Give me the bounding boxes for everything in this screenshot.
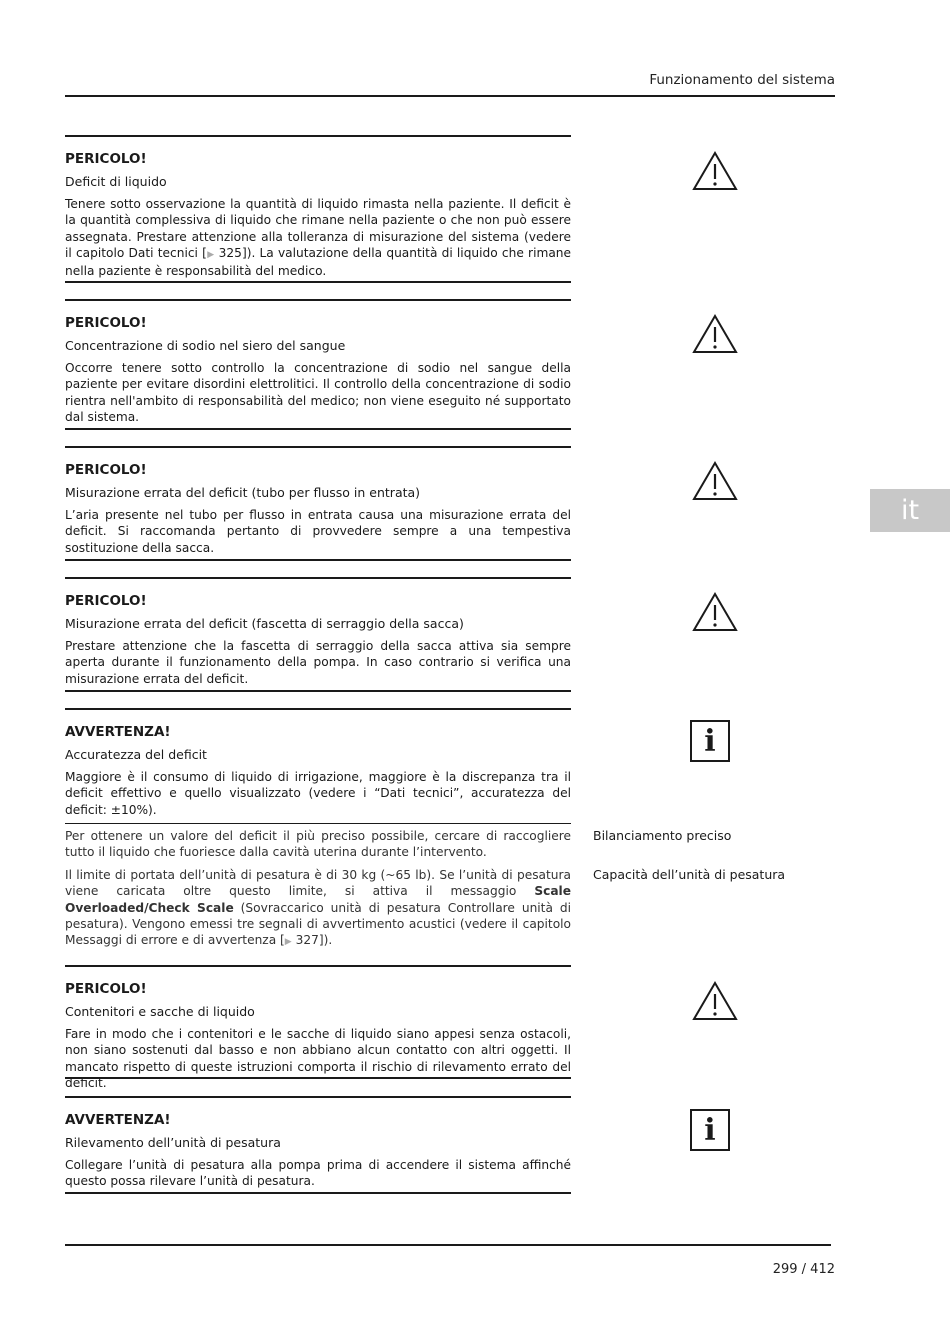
reference-arrow-icon: ▶ — [206, 249, 215, 260]
danger-notice-sodium-concentration — [65, 299, 571, 430]
header-title: Funzionamento del sistema — [649, 72, 835, 88]
warning-triangle-icon — [692, 461, 738, 501]
notice-subtitle: Accuratezza del deficit — [65, 747, 207, 762]
notice-kind: AVVERTENZA! — [65, 724, 171, 740]
notice-body: Occorre tenere sotto controllo la concentrazione di sodio nel sangue della paziente per evitare disordini elettrolitici. Il controllo della concentrazione di sodio rientra nell'ambito di responsabilità del medico; non viene eseguito né supportato dal sistema. — [65, 361, 571, 424]
notice-kind: AVVERTENZA! — [65, 1112, 171, 1128]
page-reference-link[interactable]: 327 — [295, 933, 319, 948]
info-icon: i — [690, 1109, 730, 1151]
notice-subtitle: Misurazione errata del deficit (fascetta di serraggio della sacca) — [65, 616, 464, 631]
notice-body: Collegare l’unità di pesatura alla pompa prima di accendere il sistema affinché questo possa rilevare l’unità di pesatura. — [65, 1158, 571, 1189]
page-reference-link[interactable]: 325 — [218, 245, 242, 260]
scale-capacity-paragraph: Il limite di portata dell’unità di pesatura è di 30 kg (~65 lb). Se l’unità di pesatura viene caricata oltre questo limite, si attiva il messaggio Scale Overloaded/Check Scale (Sovraccarico unità di pesatura Controllare unità di pesatura). Vengono emessi tre segnali di avvertimento acustici (vedere il capitolo Messaggi di errore e di avvertenza [▶ 327]). — [65, 868, 572, 948]
notice-body: Maggiore è il consumo di liquido di irrigazione, maggiore è la discrepanza tra il deficit effettivo e quello visualizzato (vedere i “Dati tecnici”, accuratezza del deficit: ±10%). — [65, 770, 571, 817]
danger-notice-bag-clamp-error — [65, 577, 571, 692]
warning-triangle-icon — [692, 981, 738, 1021]
notice-subtitle: Rilevamento dell’unità di pesatura — [65, 1135, 281, 1150]
notice-body: L’aria presente nel tubo per flusso in entrata causa una misurazione errata del deficit. Si raccomanda pertanto di provvedere sempre a una tempestiva sostituzione della sacca. — [65, 508, 571, 555]
header-rule — [65, 95, 835, 97]
notice-body: Prestare attenzione che la fascetta di serraggio della sacca attiva sia sempre aperta durante il funzionamento della pompa. In caso contrario si verifica una misurazione errata del deficit. — [65, 639, 571, 686]
side-label-precise-balance: Bilanciamento preciso — [593, 828, 732, 843]
notice-kind: PERICOLO! — [65, 462, 147, 478]
notice-body: Fare in modo che i contenitori e le sacche di liquido siano appesi senza ostacoli, non siano sostenuti dal basso e non abbiano alcun contatto con altri oggetti. Il mancato rispetto di queste istruzioni comporta il rischio di rilevamento errato del deficit. — [65, 1027, 571, 1090]
warning-triangle-icon — [692, 314, 738, 354]
notice-subtitle: Concentrazione di sodio nel siero del sangue — [65, 338, 346, 353]
side-label-scale-capacity: Capacità dell’unità di pesatura — [593, 867, 786, 882]
notice-kind: PERICOLO! — [65, 593, 147, 609]
danger-notice-fluid-containers — [65, 965, 571, 1090]
notice-kind: PERICOLO! — [65, 315, 147, 331]
caution-notice-scale-detection — [65, 1096, 571, 1194]
reference-arrow-icon: ▶ — [284, 937, 292, 948]
precise-balance-paragraph: Per ottenere un valore del deficit il più preciso possibile, cercare di raccogliere tutto il liquido che fuoriesce dalla cavità uterina durante l’intervento. — [65, 829, 571, 860]
caution-notice-deficit-accuracy — [65, 708, 571, 824]
danger-notice-inflow-tube-error — [65, 446, 571, 561]
language-tab[interactable]: it — [870, 489, 950, 532]
notice-kind: PERICOLO! — [65, 981, 147, 997]
footer-rule — [65, 1244, 831, 1246]
notice-body: Tenere sotto osservazione la quantità di liquido rimasta nella paziente. Il deficit è la quantità complessiva di liquido che rimane nella paziente o che non può essere assegnata. Prestare attenzione alla tolleranza di misurazione del sistema (vedere il capitolo Dati tecnici [▶ 325]). La valutazione della quantità di liquido che rimane nella paziente è responsabilità del medico. — [65, 197, 572, 279]
info-icon: i — [690, 720, 730, 762]
danger-notice-fluid-deficit — [65, 135, 571, 283]
notice-subtitle: Deficit di liquido — [65, 174, 167, 189]
warning-triangle-icon — [692, 151, 738, 191]
warning-triangle-icon — [692, 592, 738, 632]
page-number: 299 / 412 — [772, 1262, 835, 1277]
scale-overloaded-message: Scale Overloaded/Check Scale — [65, 884, 571, 915]
notice-subtitle: Misurazione errata del deficit (tubo per flusso in entrata) — [65, 485, 421, 500]
notice-kind: PERICOLO! — [65, 151, 147, 167]
notice-subtitle: Contenitori e sacche di liquido — [65, 1004, 255, 1019]
